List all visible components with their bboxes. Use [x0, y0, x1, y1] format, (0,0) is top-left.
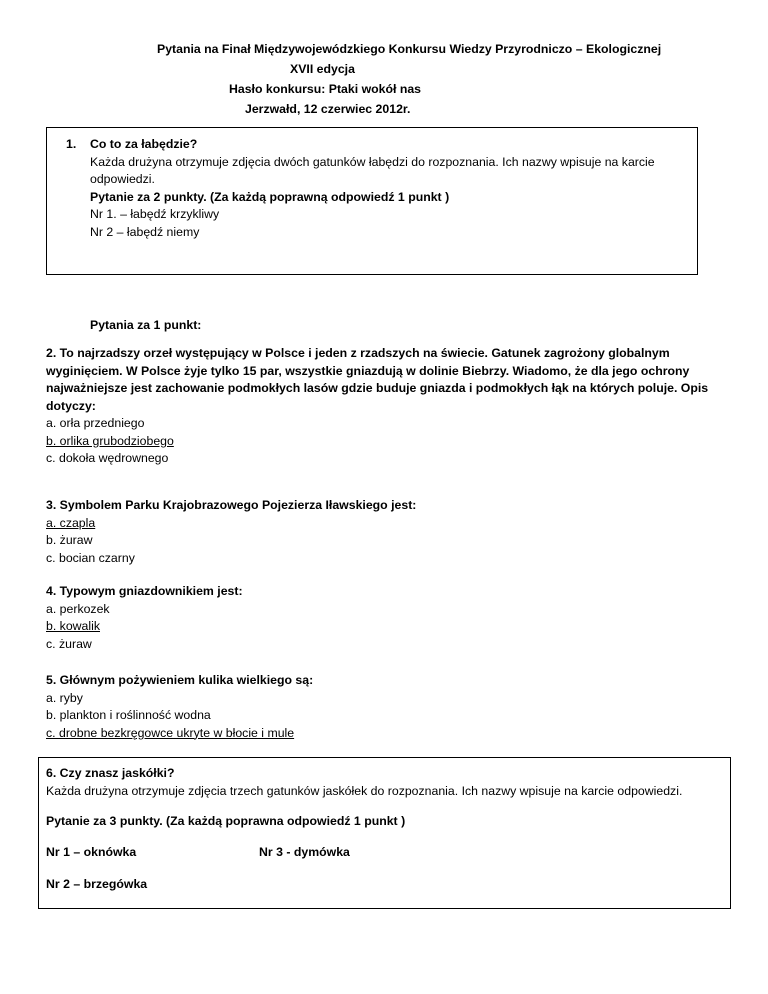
question-6-answer-2: Nr 2 – brzegówka [46, 877, 148, 891]
question-2-text-line: wyginięciem. W Polsce żyje tylko 15 par, wszystkie gniazdują w dolinie Biebrzy. Wiadomo, że dla jego ochrony [46, 363, 690, 378]
question-2-text-line: 2. To najrzadszy orzeł występujący w Polsce i jeden z rzadszych na świecie. Gatunek zagrożony globalnym [46, 346, 670, 360]
question-5-title: 5. Głównym pożywieniem kulika wielkiego są: [46, 673, 314, 687]
question-3 [46, 497, 416, 567]
question-3-option-b: b. żuraw [46, 533, 93, 547]
question-2-text-line: dotyczy: [46, 398, 96, 413]
question-5 [46, 672, 313, 742]
question-1-answer: Nr 2 – łabędź niemy [90, 224, 200, 239]
question-4-option-a: a. perkozek [46, 601, 110, 616]
question-5-option-a: a. ryby [46, 690, 83, 705]
question-6-answer-3: Nr 3 - dymówka [259, 845, 350, 859]
question-6-answer-1: Nr 1 – oknówka [46, 845, 137, 859]
question-6-points: Pytanie za 3 punkty. (Za każdą poprawna odpowiedź 1 punkt ) [46, 814, 406, 828]
question-1-description-line: Każda drużyna otrzymuje zdjęcia dwóch gatunków łabędzi do rozpoznania. Ich nazwy wpisuje na karcie [90, 154, 655, 169]
question-3-option-c: c. bocian czarny [46, 550, 135, 565]
header-edition: XVII edycja [290, 62, 355, 76]
question-4-option-c: c. żuraw [46, 636, 92, 651]
question-4 [46, 583, 243, 653]
question-4-option-b-correct: b. kowalik [46, 619, 100, 633]
header-motto: Hasło konkursu: Ptaki wokół nas [229, 82, 422, 96]
question-2-option-a: a. orła przedniego [46, 416, 145, 430]
question-2-option-b-correct: b. orlika grubodziobego [46, 433, 174, 448]
question-1-points: Pytanie za 2 punkty. (Za każdą poprawną odpowiedź 1 punkt ) [90, 189, 450, 204]
question-1-title: Co to za łabędzie? [90, 137, 198, 151]
question-4-title: 4. Typowym gniazdownikiem jest: [46, 584, 243, 598]
question-3-option-a-correct: a. czapla [46, 515, 96, 530]
question-5-option-c-correct: c. drobne bezkręgowce ukryte w błocie i mule [46, 725, 295, 740]
question-1-description-line: odpowiedzi. [90, 172, 155, 186]
question-2-text-line: najważniejsze jest zachowanie podmokłych lasów gdzie buduje gniazda i podmokłych łąk na których poluje. Opis [46, 381, 709, 395]
section-one-point-heading: Pytania za 1 punkt: [90, 318, 202, 332]
question-1 [90, 136, 655, 241]
question-1-answer: Nr 1. – łabędź krzykliwy [90, 207, 220, 221]
question-6-title: 6. Czy znasz jaskółki? [46, 766, 175, 780]
question-5-option-b: b. plankton i roślinność wodna [46, 708, 211, 722]
question-2-option-c: c. dokoła wędrownego [46, 451, 169, 465]
question-3-title: 3. Symbolem Parku Krajobrazowego Pojezierza Iławskiego jest: [46, 498, 417, 512]
header-title: Pytania na Finał Międzywojewódzkiego Konkursu Wiedzy Przyrodniczo – Ekologicznej [157, 42, 662, 56]
question-6-description: Każda drużyna otrzymuje zdjęcia trzech gatunków jaskółek do rozpoznania. Ich nazwy wpisuje na karcie odpowiedzi. [46, 784, 683, 798]
header-place-date: Jerzwałd, 12 czerwiec 2012r. [245, 102, 411, 116]
question-1-number: 1. [66, 137, 77, 151]
question-2 [46, 345, 708, 468]
